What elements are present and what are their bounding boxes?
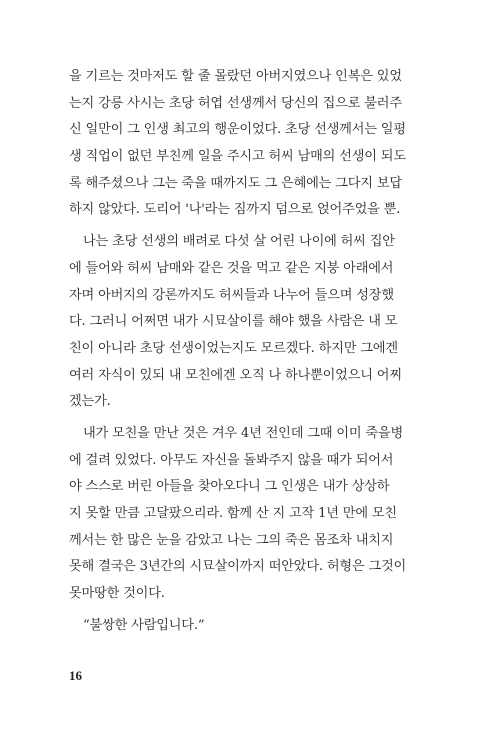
text-line: 을 기르는 것마저도 할 줄 몰랐던 아버지였으나 인복은 있었 <box>69 69 402 84</box>
text-line: 못해 결국은 3년간의 시묘살이까지 떠안았다. 허형은 그것이 <box>69 559 407 575</box>
text-line: 여러 자식이 있되 내 모친에겐 오직 나 하나뿐이었으니 어찌 <box>69 367 402 383</box>
paragraph <box>69 64 411 224</box>
text-line: 에 들어와 허씨 남매와 같은 것을 먹고 같은 지붕 아래에서 <box>69 260 394 276</box>
paragraph <box>69 229 411 416</box>
text-line: 에 걸려 있었다. 아무도 자신을 돌봐주지 않을 때가 되어서 <box>69 452 394 468</box>
text-line: 친이 아니라 초당 선생이었는지도 모르겠다. 하지만 그에겐 <box>69 340 398 356</box>
page-number: 16 <box>69 668 82 683</box>
text-line: 신 일만이 그 인생 최고의 행운이었다. 초당 선생께서는 일평 <box>69 122 406 138</box>
text-line: 나는 초당 선생의 배려로 다섯 살 어린 나이에 허씨 집안 <box>83 234 395 250</box>
text-line: 는지 강릉 사시는 초당 허엽 선생께서 당신의 집으로 불러주 <box>69 95 402 111</box>
text-line: 다. 그러니 어쩌면 내가 시묘살이를 해야 했을 사람은 내 모 <box>69 314 398 330</box>
text-line: 자며 아버지의 강론까지도 허씨들과 나누어 들으며 성장했 <box>69 287 394 303</box>
text-line: 하지 않았다. 도리어 '나'라는 짐까지 덤으로 얹어주었을 뿐. <box>69 202 401 218</box>
text-line: “불쌍한 사람입니다.” <box>83 617 205 633</box>
text-line: 겠는가. <box>69 394 111 410</box>
text-line: 록 해주셨으나 그는 죽을 때까지도 그 은혜에는 그다지 보답 <box>69 175 402 191</box>
text-line: 생 직업이 없던 부친께 일을 주시고 허씨 남매의 선생이 되도 <box>69 149 406 165</box>
text-line: 내가 모친을 만난 것은 겨우 4년 전인데 그때 이미 죽을병 <box>83 425 403 441</box>
paragraph <box>69 421 411 608</box>
text-line: 께서는 한 많은 눈을 감았고 나는 그의 죽은 몸조차 내치지 <box>69 532 394 548</box>
paragraph <box>69 613 411 640</box>
text-line: 지 못할 만큼 고달팠으리라. 함께 산 지 고작 1년 만에 모친 <box>69 506 397 521</box>
body-text <box>69 64 411 639</box>
text-line: 야 스스로 버린 아들을 찾아오다니 그 인생은 내가 상상하 <box>69 479 390 495</box>
text-line: 못마땅한 것이다. <box>69 586 165 602</box>
